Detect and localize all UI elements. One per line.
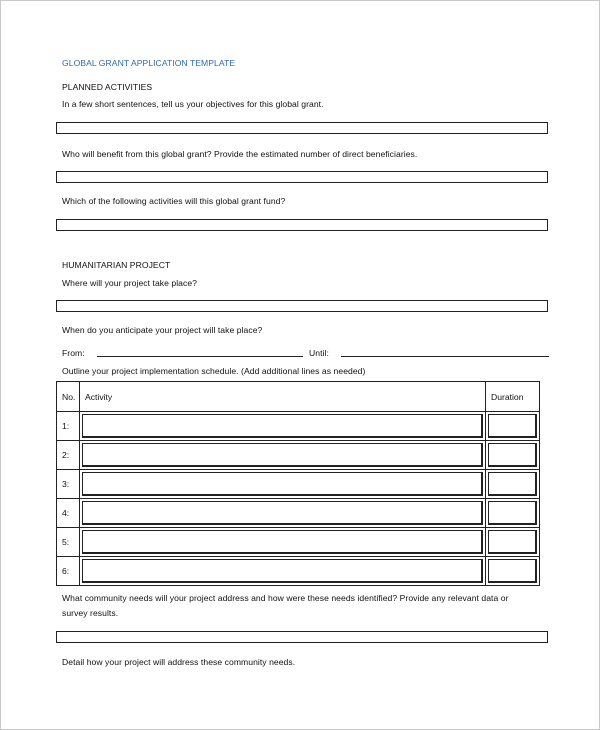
activity-input[interactable] — [82, 472, 483, 496]
beneficiaries-question: Who will benefit from this global grant? Provide the estimated number of direct beneficiaries. — [62, 149, 418, 159]
location-question: Where will your project take place? — [62, 278, 198, 288]
table-row — [57, 412, 540, 441]
row-number: 3: — [57, 470, 80, 499]
row-number: 4: — [57, 499, 80, 528]
table-row — [57, 557, 540, 586]
duration-cell[interactable] — [486, 441, 540, 470]
duration-input[interactable] — [488, 559, 537, 583]
duration-input[interactable] — [488, 443, 537, 467]
community-needs-question-line1: What community needs will your project address and how were these needs identified? Provide any relevant data or — [62, 593, 509, 603]
duration-input[interactable] — [488, 530, 537, 554]
until-label: Until: — [309, 348, 329, 358]
duration-cell[interactable] — [486, 412, 540, 441]
from-label: From: — [62, 348, 85, 358]
schedule-question: Outline your project implementation schedule. (Add additional lines as needed) — [62, 366, 366, 376]
address-needs-question: Detail how your project will address these community needs. — [62, 657, 296, 667]
beneficiaries-answer-field[interactable] — [56, 171, 548, 183]
no-column-header: No. — [57, 382, 80, 412]
activity-cell[interactable] — [80, 412, 486, 441]
timing-question: When do you anticipate your project will take place? — [62, 325, 263, 335]
location-answer-field[interactable] — [56, 300, 548, 312]
duration-column-header: Duration — [486, 382, 540, 412]
activities-answer-field[interactable] — [56, 219, 548, 231]
activity-cell[interactable] — [80, 470, 486, 499]
table-row — [57, 528, 540, 557]
until-date-field[interactable] — [341, 356, 549, 357]
activities-question: Which of the following activities will this global grant fund? — [62, 196, 286, 206]
planned-activities-heading: PLANNED ACTIVITIES — [62, 82, 153, 92]
duration-cell[interactable] — [486, 528, 540, 557]
community-needs-answer-field[interactable] — [56, 631, 548, 643]
duration-cell[interactable] — [486, 470, 540, 499]
duration-input[interactable] — [488, 414, 537, 438]
humanitarian-project-heading: HUMANITARIAN PROJECT — [62, 260, 171, 270]
activity-input[interactable] — [82, 530, 483, 554]
activity-input[interactable] — [82, 501, 483, 525]
objectives-question: In a few short sentences, tell us your objectives for this global grant. — [62, 99, 324, 109]
table-header-row — [57, 382, 540, 412]
duration-input[interactable] — [488, 501, 537, 525]
implementation-schedule-table — [56, 381, 540, 586]
document-title: GLOBAL GRANT APPLICATION TEMPLATE — [62, 58, 236, 68]
from-date-field[interactable] — [97, 356, 303, 357]
duration-cell[interactable] — [486, 557, 540, 586]
duration-input[interactable] — [488, 472, 537, 496]
activity-input[interactable] — [82, 443, 483, 467]
activity-cell[interactable] — [80, 499, 486, 528]
activity-cell[interactable] — [80, 528, 486, 557]
activity-input[interactable] — [82, 559, 483, 583]
activity-input[interactable] — [82, 414, 483, 438]
duration-cell[interactable] — [486, 499, 540, 528]
activity-cell[interactable] — [80, 441, 486, 470]
row-number: 5: — [57, 528, 80, 557]
row-number: 1: — [57, 412, 80, 441]
table-row — [57, 441, 540, 470]
row-number: 6: — [57, 557, 80, 586]
table-row — [57, 470, 540, 499]
activity-cell[interactable] — [80, 557, 486, 586]
table-row — [57, 499, 540, 528]
activity-column-header: Activity — [80, 382, 486, 412]
community-needs-question-line2: survey results. — [62, 608, 119, 618]
row-number: 2: — [57, 441, 80, 470]
objectives-answer-field[interactable] — [56, 122, 548, 134]
